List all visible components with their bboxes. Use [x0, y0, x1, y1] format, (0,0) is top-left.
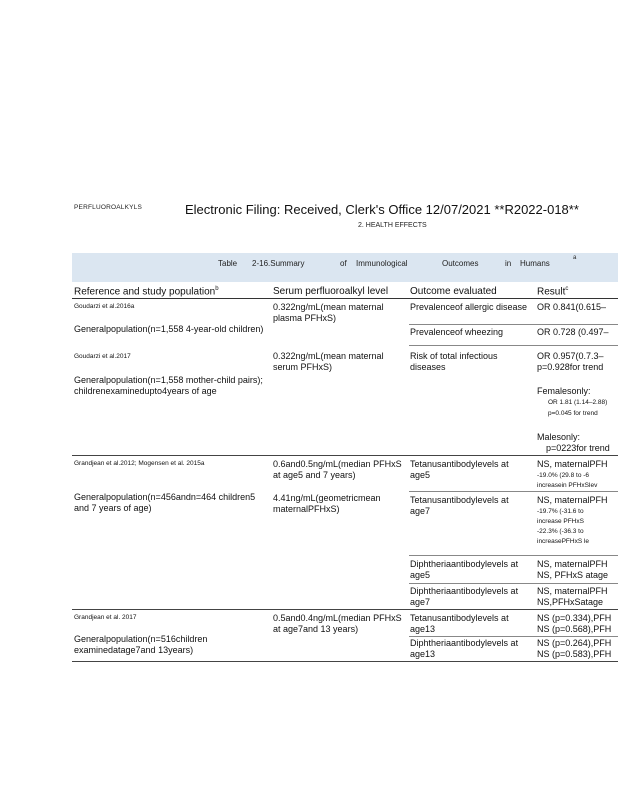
row-result-line: increasein PFHxSlev [537, 482, 598, 489]
row-reference: Grandjean et al. 2017 [74, 614, 137, 621]
row-serum-level: 0.5and0.4ng/mL(median PFHxS at age7and 13 years) [273, 613, 402, 634]
row-serum-level: 0.322ng/mL(mean maternal serum PFHxS) [273, 351, 384, 372]
females-result: p=0.045 for trend [548, 410, 598, 417]
row-result: NS (p=0.334),PFH [537, 613, 612, 623]
row-serum-level: 0.322ng/mL(mean maternal plasma PFHxS) [273, 302, 384, 323]
row-result-line: NS, PFHxS atage [537, 570, 609, 580]
row-divider [409, 555, 618, 556]
row-divider [72, 609, 618, 610]
row-result-line: NS (p=0.583),PFH [537, 649, 612, 659]
row-reference: Goudarzi et al.2016a [74, 303, 135, 310]
females-result: OR 1.81 (1.14–2.88) [548, 399, 608, 406]
row-result-line: -19.0% (29.8 to -6 [537, 472, 590, 479]
table-title-word: of [340, 259, 347, 268]
row-result: NS (p=0.264),PFH [537, 638, 612, 648]
row-population: Generalpopulation(n=1,558 4-year-old children) [74, 324, 264, 334]
row-result-line: increasePFHxS le [537, 538, 590, 545]
table-title-footnote: a [573, 255, 577, 261]
row-result: OR 0.957(0.7.3– [537, 351, 604, 361]
row-divider [409, 583, 618, 584]
row-outcome: Risk of total infectious diseases [410, 351, 498, 372]
row-result-line: NS,PFHxSatage [537, 597, 604, 607]
row-reference: Grandjean et al.2012; Mogensen et al. 2015a [74, 460, 205, 467]
row-result: NS, maternalPFH [537, 495, 608, 505]
row-result: NS, maternalPFH [537, 459, 608, 469]
table-bottom-rule [72, 661, 618, 662]
row-divider [72, 455, 618, 456]
table-title-word: Outcomes [442, 259, 479, 268]
row-outcome: Diphtheriaantibodylevels at age7 [410, 586, 519, 607]
column-header-result: Result$^c$ [537, 286, 569, 298]
males-label: Malesonly: [537, 432, 581, 442]
row-result: NS, maternalPFH [537, 586, 608, 596]
row-outcome: Tetanusantibodylevels at age13 [410, 613, 509, 634]
row-divider [409, 636, 618, 637]
row-serum-level: 0.6and0.5ng/mL(median PFHxS at age5 and 7 years) [273, 459, 402, 480]
column-header-outcome: Outcome evaluated [410, 286, 497, 297]
table-title-word: Immunological [356, 259, 408, 268]
row-outcome: Diphtheriaantibodylevels at age13 [410, 638, 519, 659]
row-divider [409, 491, 618, 492]
row-outcome: Prevalenceof allergic disease [410, 302, 528, 312]
row-outcome: Diphtheriaantibodylevels at age5 [410, 559, 519, 580]
row-result-line: increase PFHxS [537, 518, 584, 525]
column-header-level: Serum perfluoroalkyl level [273, 286, 389, 297]
filing-stamp: Electronic Filing: Received, Clerk's Office 12/07/2021 **R2022-018** [185, 202, 579, 217]
table-title-word: Humans [520, 259, 550, 268]
row-outcome: Tetanusantibodylevels at age7 [410, 495, 509, 516]
row-result: OR 0.728 (0.497– [537, 327, 609, 337]
row-serum-level: 4.41ng/mL(geometricmean maternalPFHxS) [273, 493, 381, 514]
row-result: OR 0.841(0.615– [537, 302, 607, 312]
row-divider [409, 345, 618, 346]
males-result: p=0223for trend [546, 443, 610, 453]
table-column-headers [72, 282, 618, 299]
row-divider [409, 324, 618, 325]
table-title-word: in [505, 259, 512, 268]
row-outcome: Prevalenceof wheezing [410, 327, 504, 337]
section-heading: 2. HEALTH EFFECTS [358, 222, 427, 229]
row-result-line: -19.7% (-31.6 to [537, 508, 584, 515]
table-title-band [72, 253, 618, 282]
running-header-chapter: PERFLUOROALKYLS [74, 204, 143, 211]
table-title-word: 2-16.Summary [252, 259, 305, 268]
table-title-word: Table [218, 259, 238, 268]
row-result: NS, maternalPFH [537, 559, 608, 569]
row-population: Generalpopulation(n=516children examinedatage7and 13years) [74, 634, 208, 655]
row-result-line: p=0.928for trend [537, 362, 604, 372]
row-result-line: NS (p=0.568),PFH [537, 624, 612, 634]
row-population: Generalpopulation(n=1,558 mother-child pairs); childrenexaminedupto4years of age [74, 375, 263, 396]
row-reference: Goudarzi et al.2017 [74, 353, 131, 360]
females-label: Femalesonly: [537, 386, 591, 396]
row-population: Generalpopulation(n=456andn=464 children5 and 7 years of age) [74, 492, 256, 513]
column-header-reference: Reference and study population$^b$ [74, 286, 219, 298]
row-result-line: -22.3% (-36.3 to [537, 528, 584, 535]
row-outcome: Tetanusantibodylevels at age5 [410, 459, 509, 480]
